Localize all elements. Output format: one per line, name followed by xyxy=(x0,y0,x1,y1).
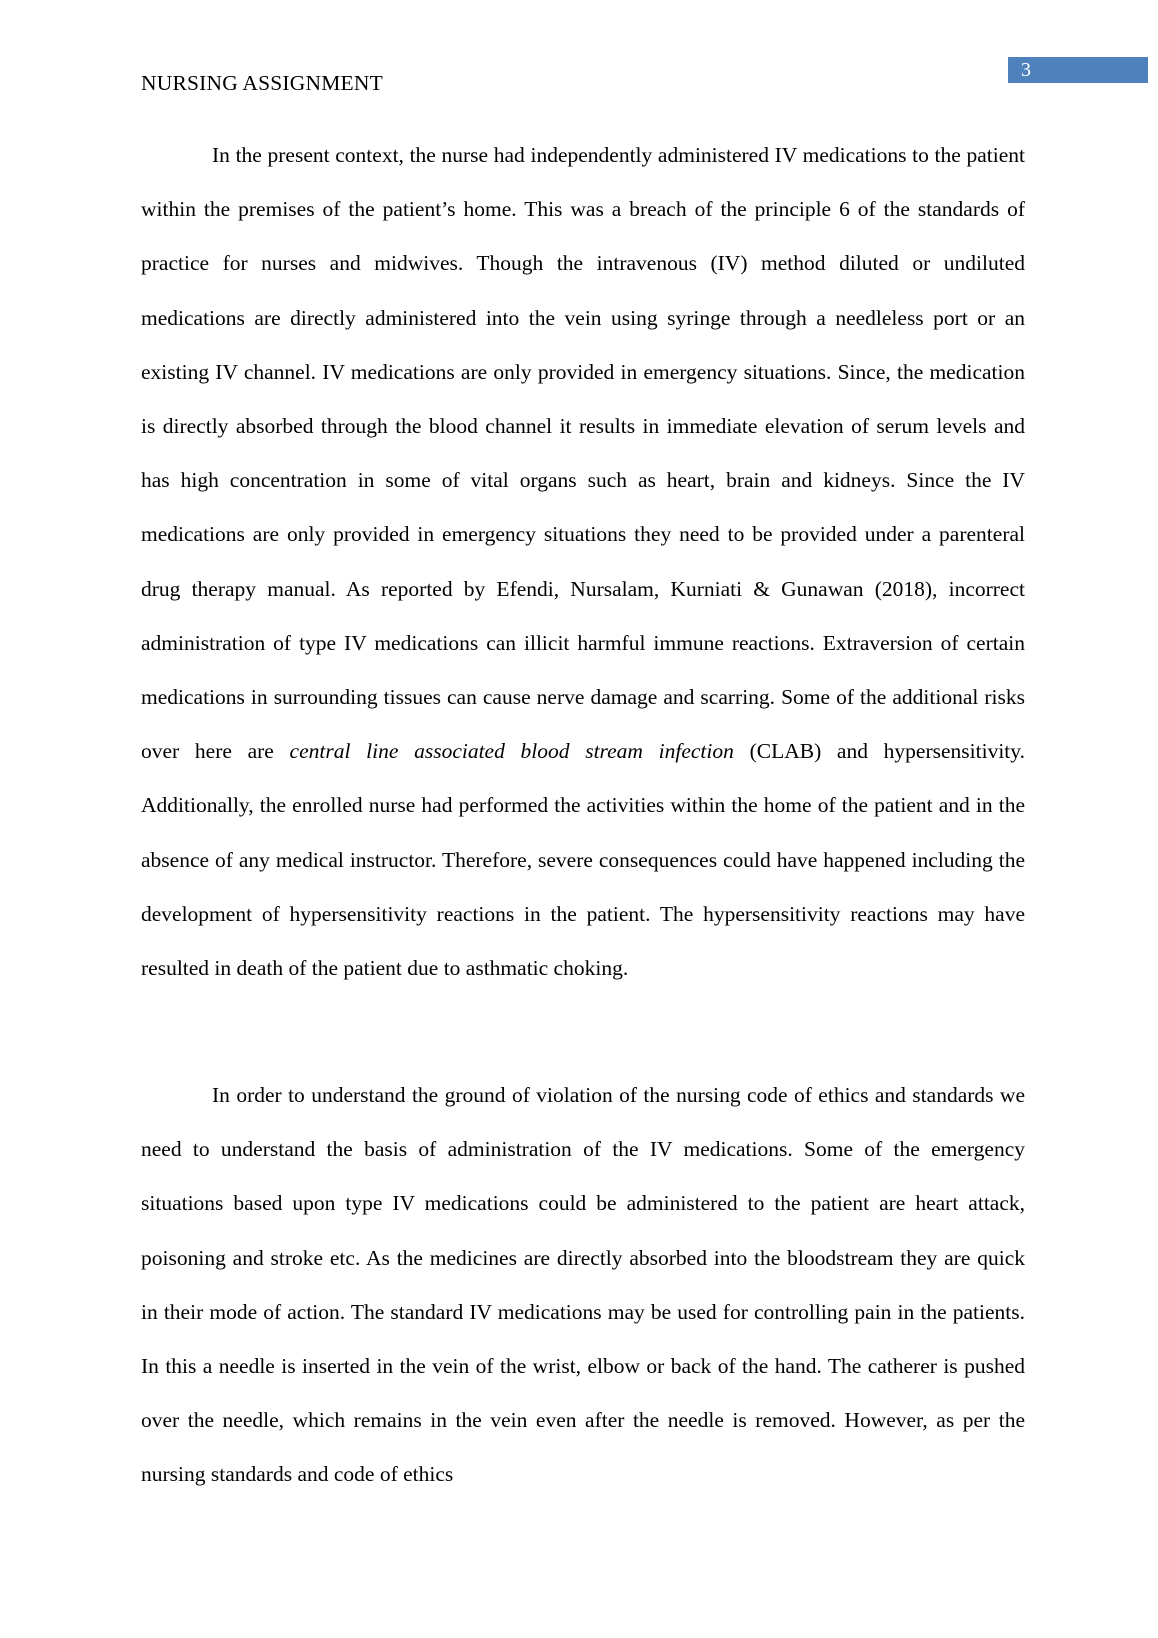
page-number-badge xyxy=(1008,57,1148,83)
body-paragraph-2: In order to understand the ground of violation of the nursing code of ethics and standards we need to understand the basis of administration of the IV medications. Some of the emergency situations based upon type IV medications could be administered to the patient are heart attack, poisoning and stroke etc. As the medicines are directly absorbed into the bloodstream they are quick in their mode of action. The standard IV medications may be used for controlling pain in the patients. In this a needle is inserted in the vein of the wrist, elbow or back of the hand. The catherer is pushed over the needle, which remains in the vein even after the needle is removed. However, as per the nursing standards and code of ethics xyxy=(141,1083,1025,1487)
page-number: 3 xyxy=(1021,59,1031,81)
body-paragraph-1 xyxy=(141,128,1025,995)
running-head: NURSING ASSIGNMENT xyxy=(141,71,383,95)
paragraph-1-text-before: In the present context, the nurse had independently administered IV medications to the patient within the premises of the patient’s home. This was a breach of the principle 6 of the standards of practice for nurses and midwives. Though the intravenous (IV) method diluted or undiluted medications are directly administered into the vein using syringe through a needleless port or an existing IV channel. IV medications are only provided in emergency situations. Since, the medication is directly absorbed through the blood channel it results in immediate elevation of serum levels and has high concentration in some of vital organs such as heart, brain and kidneys. Since the IV medications are only provided in emergency situations they need to be provided under a parenteral drug therapy manual. As reported by Efendi, Nursalam, Kurniati & Gunawan (2018), incorrect administration of type IV medications can illicit harmful immune reactions. Extraversion of certain medications in surrounding tissues can cause nerve damage and scarring. Some of the additional risks over here are xyxy=(141,143,1025,764)
paragraph-1-text-after: (CLAB) and hypersensitivity. Additionally, the enrolled nurse had performed the activities within the home of the patient and in the absence of any medical instructor. Therefore, severe consequences could have happened including the development of hypersensitivity reactions in the patient. The hypersensitivity reactions may have resulted in death of the patient due to asthmatic choking. xyxy=(141,739,1025,981)
paragraph-1-italic-term: central line associated blood stream infection xyxy=(289,739,734,764)
